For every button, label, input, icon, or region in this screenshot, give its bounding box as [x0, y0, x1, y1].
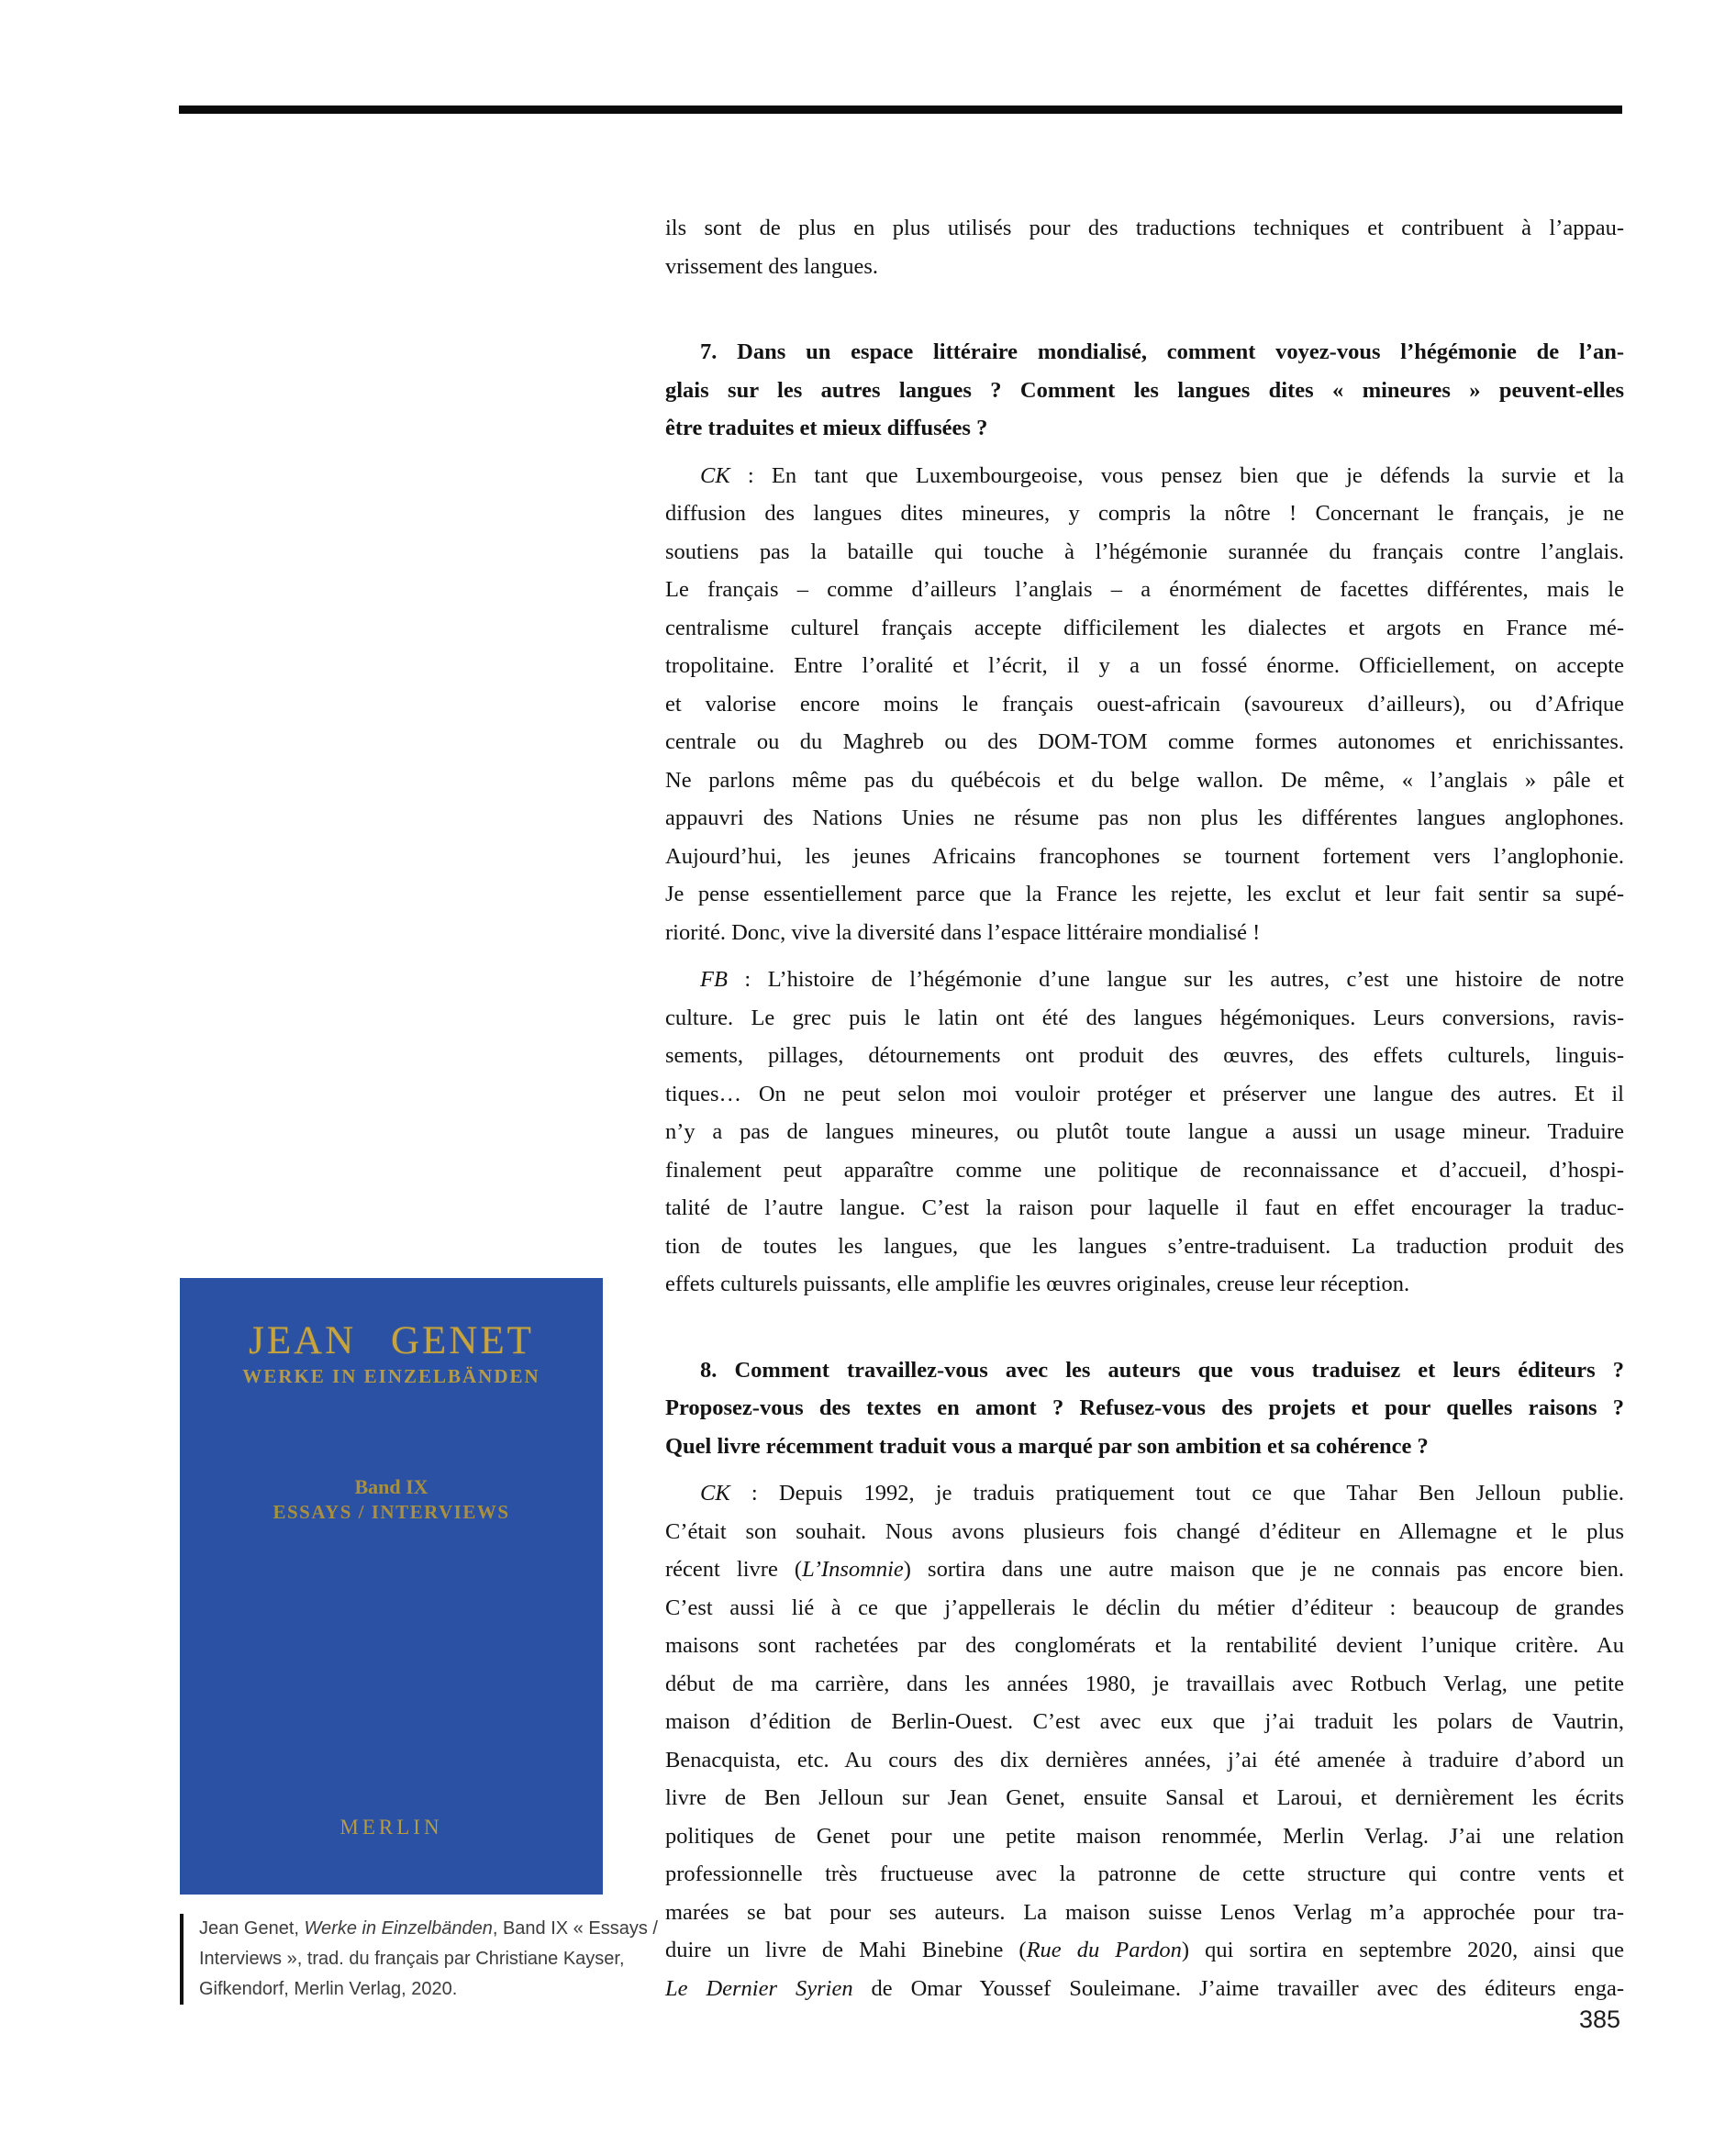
text-line: finalement peut apparaître comme une politique de reconnaissance et d’accueil, d’hospi-: [665, 1157, 1624, 1183]
paragraph: [665, 209, 1624, 285]
text-line: centrale ou du Maghreb ou des DOM-TOM comme formes autonomes et enrichissantes.: [665, 729, 1624, 754]
text-line: maison d’édition de Berlin-Ouest. C’est avec eux que j’ai traduit les polars de Vautrin,: [665, 1709, 1624, 1734]
cover-series-text: WERKE IN EINZELBÄNDEN: [242, 1365, 540, 1387]
question-heading: [665, 1351, 1624, 1466]
question-heading: [665, 333, 1624, 448]
text-line: duire un livre de Mahi Binebine (Rue du Pardon) qui sortira en septembre 2020, ainsi que: [665, 1938, 1624, 1962]
text-line: talité de l’autre langue. C’est la raison pour laquelle il faut en effet encourager la traduc-: [665, 1195, 1624, 1220]
text-line: diffusion des langues dites mineures, y compris la nôtre ! Concernant le français, je ne: [665, 501, 1624, 526]
cover-subtitle-text: ESSAYS / INTERVIEWS: [273, 1501, 510, 1523]
text-line: livre de Ben Jelloun sur Jean Genet, ensuite Sansal et Laroui, et dernièrement les écrits: [665, 1785, 1624, 1810]
text-line: Benacquista, etc. Au cours des dix dernières années, j’ai été amenée à traduire d’abord un: [665, 1747, 1624, 1773]
text-line: et valorise encore moins le français ouest-africain (savoureux d’ailleurs), ou d’Afrique: [665, 691, 1624, 717]
book-figure: [180, 1278, 658, 1999]
text-line: n’y a pas de langues mineures, ou plutôt toute langue a aussi un usage mineur. Traduire: [665, 1119, 1624, 1144]
text-line: effets culturels puissants, elle amplifie les œuvres originales, creuse leur réception.: [665, 1272, 1410, 1296]
text-line: récent livre (L’Insomnie) sortira dans une autre maison que je ne connais pas encore bien.: [665, 1557, 1624, 1582]
text-line: vrissement des langues.: [665, 253, 879, 279]
text-line: 8. Comment travaillez-vous avec les auteurs que vous traduisez et leurs éditeurs ?: [700, 1357, 1624, 1383]
text-line: riorité. Donc, vive la diversité dans l’espace littéraire mondialisé !: [665, 919, 1261, 945]
caption-line: Jean Genet, Werke in Einzelbänden, Band IX « Essays /: [199, 1918, 658, 1939]
text-line: centralisme culturel français accepte difficilement les dialectes et argots en France mé-: [665, 615, 1624, 640]
text-line: Ne parlons même pas du québécois et du belge wallon. De même, « l’anglais » pâle et: [665, 767, 1624, 793]
text-line: glais sur les autres langues ? Comment les langues dites « mineures » peuvent-elles: [665, 377, 1624, 403]
page-number: 385: [1579, 2006, 1621, 2033]
text-line: tiques… On ne peut selon moi vouloir protéger et préserver une langue des autres. Et il: [665, 1081, 1624, 1106]
paragraph: [665, 457, 1624, 952]
text-line: CK : En tant que Luxembourgeoise, vous pensez bien que je défends la survie et la: [700, 462, 1624, 488]
text-line: Proposez-vous des textes en amont ? Refusez-vous des projets et pour quelles raisons ?: [665, 1395, 1624, 1420]
text-line: maisons sont rachetées par des conglomérats et la rentabilité devient l’unique critère. Au: [665, 1633, 1624, 1658]
article: [665, 209, 1624, 2017]
text-line: 7. Dans un espace littéraire mondialisé, comment voyez-vous l’hégémonie de l’an-: [700, 339, 1624, 364]
caption-line: Gifkendorf, Merlin Verlag, 2020.: [199, 1979, 458, 1999]
text-line: C’est aussi lié à ce que j’appellerais le déclin du métier d’éditeur : beaucoup de grandes: [665, 1595, 1624, 1620]
text-line: sements, pillages, détournements ont produit des œuvres, des effets culturels, linguis-: [665, 1043, 1624, 1068]
text-line: Le français – comme d’ailleurs l’anglais – a énormément de facettes différentes, mais le: [665, 577, 1624, 602]
cover-author-text: JEAN GENET: [249, 1319, 534, 1362]
paragraph: [665, 961, 1624, 1304]
text-line: marées se bat pour ses auteurs. La maison suisse Lenos Verlag m’a approchée pour tra-: [665, 1899, 1624, 1925]
text-line: Je pense essentiellement parce que la France les rejette, les exclut et leur fait sentir sa supé-: [665, 882, 1624, 906]
text-line: appauvri des Nations Unies ne résume pas non plus les différentes langues anglophones.: [665, 806, 1624, 830]
book-cover-image: [180, 1278, 603, 1895]
text-line: être traduites et mieux diffusées ?: [665, 416, 988, 440]
text-line: C’était son souhait. Nous avons plusieurs fois changé d’éditeur en Allemagne et le plus: [665, 1518, 1624, 1544]
text-line: ils sont de plus en plus utilisés pour des traductions techniques et contribuent à l’appau-: [665, 216, 1624, 240]
figure-caption: [180, 1914, 676, 2005]
text-line: professionnelle très fructueuse avec la patronne de cette structure qui contre vents et: [665, 1861, 1624, 1886]
text-line: CK : Depuis 1992, je traduis pratiquement tout ce que Tahar Ben Jelloun publie.: [700, 1481, 1624, 1506]
text-line: politiques de Genet pour une petite maison renommée, Merlin Verlag. J’ai une relation: [665, 1823, 1624, 1849]
top-rule: [179, 106, 1622, 114]
cover-publisher-text: MERLIN: [339, 1816, 443, 1839]
cover-band-text: Band IX: [354, 1475, 428, 1498]
text-line: FB : L’histoire de l’hégémonie d’une langue sur les autres, c’est une histoire de notre: [700, 967, 1624, 992]
text-line: Le Dernier Syrien de Omar Youssef Souleimane. J’aime travailler avec des éditeurs enga-: [665, 1975, 1624, 2001]
text-line: culture. Le grec puis le latin ont été des langues hégémoniques. Leurs conversions, ravis-: [665, 1005, 1624, 1030]
caption-line: Interviews », trad. du français par Christiane Kayser,: [199, 1949, 625, 1969]
text-line: Aujourd’hui, les jeunes Africains francophones se tournent fortement vers l’anglophonie.: [665, 843, 1624, 869]
text-line: Quel livre récemment traduit vous a marqué par son ambition et sa cohérence ?: [665, 1433, 1429, 1459]
paragraph: [665, 1474, 1624, 2007]
text-line: soutiens pas la bataille qui touche à l’hégémonie surannée du français contre l’anglais.: [665, 539, 1624, 564]
text-line: tion de toutes les langues, que les langues s’entre-traduisent. La traduction produit des: [665, 1233, 1624, 1259]
text-line: tropolitaine. Entre l’oralité et l’écrit, il y a un fossé énorme. Officiellement, on accepte: [665, 653, 1624, 678]
text-line: début de ma carrière, dans les années 1980, je travaillais avec Rotbuch Verlag, une petite: [665, 1671, 1624, 1696]
